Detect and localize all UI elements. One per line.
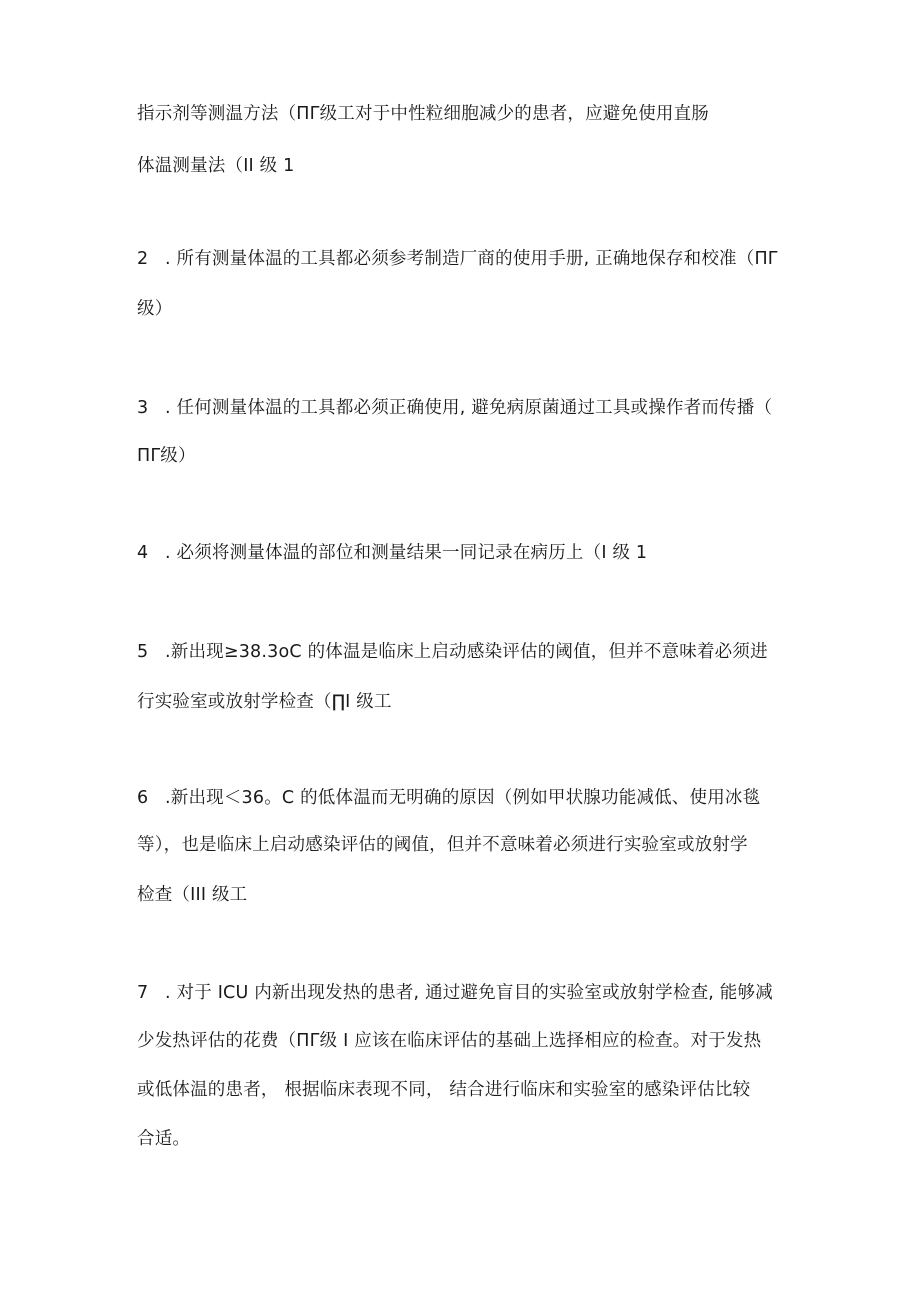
list-item-text: . 必须将测量体温的部位和测量结果一同记录在病历上（I 级 1 [165, 543, 648, 563]
list-item-7-line-1 [137, 981, 797, 1005]
list-item-number: 6 [137, 788, 149, 808]
list-item-text: .新出现≥38.3oC 的体温是临床上启动感染评估的阈值，但并不意味着必须进 [165, 642, 768, 662]
list-item-text: . 任何测量体温的工具都必须正确使用, 避免病原菌通过工具或操作者而传播（ [165, 398, 773, 418]
list-item-5-line-2: 行实验室或放射学检查（∏I 级工 [137, 692, 392, 712]
intro-line-1: 指示剂等测温方法（ΠΓ级工对于中性粒细胞减少的患者，应避免使用直肠 [137, 104, 710, 124]
list-item-number: 7 [137, 983, 149, 1003]
list-item-text: . 所有测量体温的工具都必须参考制造厂商的使用手册, 正确地保存和校准（ΠΓ [165, 249, 778, 269]
list-item-text: .新出现＜36。C 的低体温而无明确的原因（例如甲状腺功能减低、使用冰毯 [165, 788, 761, 808]
list-item-7-line-4: 合适。 [137, 1129, 191, 1149]
list-item-7-line-3: 或低体温的患者， 根据临床表现不同， 结合进行临床和实验室的感染评估比较 [137, 1080, 751, 1100]
list-item-number: 2 [137, 249, 149, 269]
list-item-5-line-1 [137, 640, 797, 664]
list-item-6-line-3: 检查（III 级工 [137, 885, 248, 905]
list-item-3-line-1 [137, 396, 797, 420]
list-item-6-line-2: 等），也是临床上启动感染评估的阈值，但并不意味着必须进行实验室或放射学 [137, 835, 748, 855]
list-item-2-line-1 [137, 247, 797, 271]
list-item-7-line-2: 少发热评估的花费（ΠΓ级 I 应该在临床评估的基础上选择相应的检查。对于发热 [137, 1031, 762, 1051]
list-item-4-line-1 [137, 541, 797, 565]
list-item-text: . 对于 ICU 内新出现发热的患者, 通过避免盲目的实验室或放射学检查, 能够减 [165, 983, 773, 1003]
intro-line-2: 体温测量法（II 级 1 [137, 156, 295, 176]
list-item-number: 5 [137, 642, 149, 662]
list-item-2-line-2: 级） [137, 299, 173, 319]
list-item-number: 4 [137, 543, 149, 563]
list-item-6-line-1 [137, 786, 797, 810]
list-item-3-line-2: ΠΓ级） [137, 446, 196, 466]
list-item-number: 3 [137, 398, 149, 418]
